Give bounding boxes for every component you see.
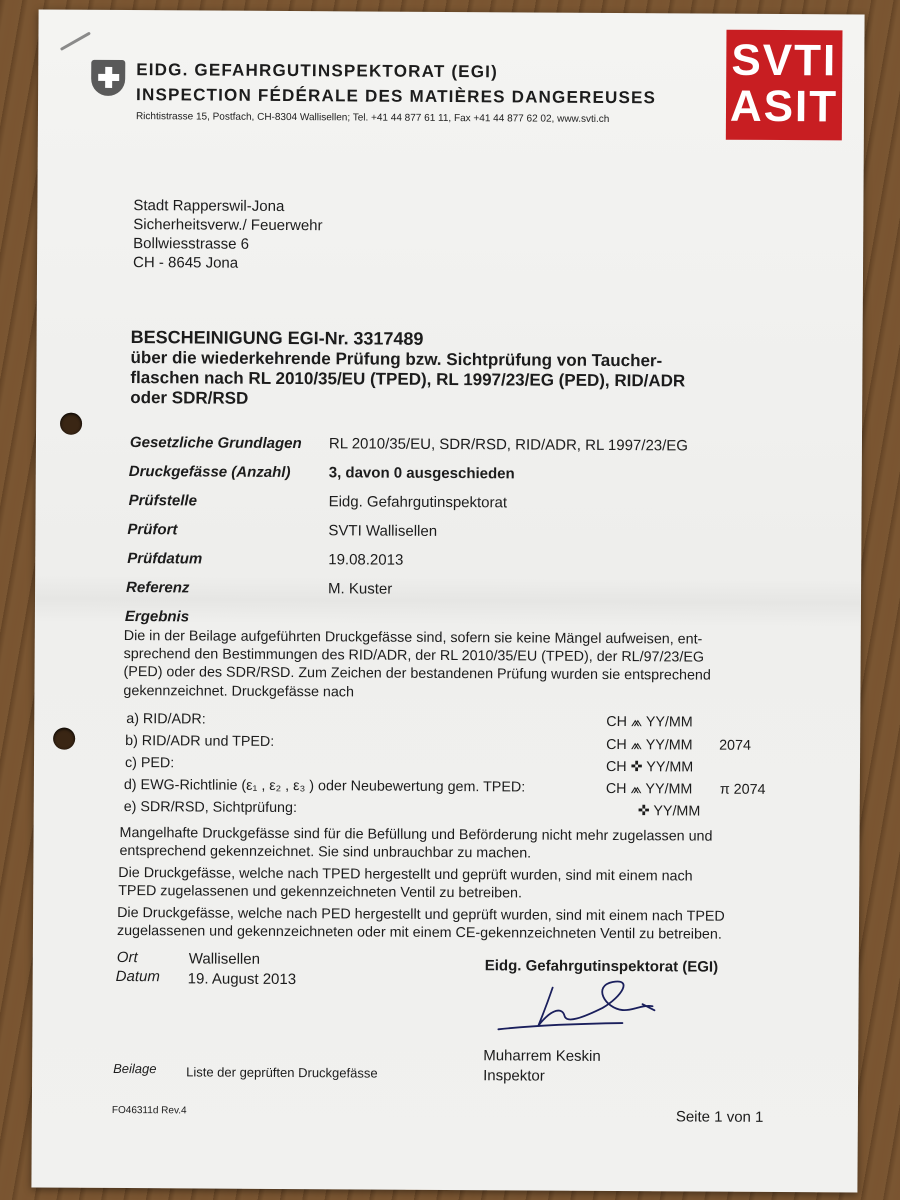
field-value-vessel-count: 3, davon 0 ausgeschieden — [328, 464, 515, 483]
punch-hole-bottom — [53, 728, 75, 750]
result-text — [123, 627, 813, 704]
signature-organization: Eidg. Gefahrgutinspektorat (EGI) — [484, 957, 719, 976]
field-value-test-date: 19.08.2013 — [328, 551, 404, 569]
field-label-reference: Referenz — [126, 579, 190, 597]
paragraph-line: Die Druckgefässe, welche nach TPED hergestellt und geprüft wurden, sind mit einem nach — [118, 864, 693, 885]
field-value-reference: M. Kuster — [328, 580, 393, 598]
title-line-4: oder SDR/RSD — [130, 388, 249, 408]
signatory-name: Muharrem Keskin — [483, 1047, 601, 1065]
field-value-legal-basis: RL 2010/35/EU, SDR/RSD, RID/ADR, RL 1997/23/EG — [328, 435, 689, 455]
marking-extra-b: 2074 — [719, 737, 751, 754]
svti-logo — [726, 30, 843, 141]
field-label-test-location: Prüfort — [127, 521, 178, 539]
certificate-title — [130, 327, 770, 412]
swiss-cross-icon — [91, 60, 125, 96]
place-label: Ort — [116, 948, 138, 967]
marking-item-c: c) PED: — [124, 755, 175, 772]
handwritten-signature — [492, 967, 672, 1038]
paragraph-tped — [118, 864, 818, 905]
recipient-line: CH - 8645 Jona — [133, 254, 239, 272]
enclosure-text: Liste der geprüften Druckgefässe — [186, 1064, 378, 1081]
signatory-role: Inspektor — [483, 1067, 545, 1085]
field-label-vessel-count: Druckgefässe (Anzahl) — [128, 463, 291, 482]
date-label: Datum — [115, 967, 160, 986]
recipient-line: Sicherheitsverw./ Feuerwehr — [133, 216, 323, 235]
marking-symbol-e: ✜ YY/MM — [637, 803, 701, 820]
recipient-line: Bollwiesstrasse 6 — [133, 235, 250, 253]
recipient-line: Stadt Rapperswil-Jona — [133, 197, 285, 215]
title-line-2: über die wiederkehrende Prüfung bzw. Sichtprüfung von Taucher- — [130, 348, 663, 371]
field-label-test-date: Prüfdatum — [127, 550, 203, 568]
result-line: Die in der Beilage aufgeführten Druckgefässe sind, sofern sie keine Mängel aufweisen, ent- — [123, 628, 703, 648]
paragraph-line: Die Druckgefässe, welche nach PED hergestellt und geprüft wurden, sind mit einem nach TPED — [117, 904, 725, 925]
page-number: Seite 1 von 1 — [675, 1108, 764, 1126]
marking-item-a: a) RID/ADR: — [126, 711, 206, 728]
result-label: Ergebnis — [124, 608, 190, 626]
field-label-legal-basis: Gesetzliche Grundlagen — [129, 434, 302, 453]
marking-symbol-a: CH ⩕ YY/MM — [606, 713, 693, 731]
marking-symbol-b: CH ⩕ YY/MM — [606, 736, 693, 754]
recipient-address — [133, 196, 323, 273]
enclosure-label: Beilage — [113, 1060, 157, 1077]
date-value: 19. August 2013 — [187, 970, 297, 989]
logo-top-text: SVTI — [731, 35, 838, 86]
result-line: (PED) oder des SDR/RSD. Zum Zeichen der bestandenen Prüfung wurden sie entsprechend — [123, 664, 711, 685]
certificate-number: 3317489 — [353, 328, 424, 349]
field-value-test-location: SVTI Wallisellen — [328, 522, 438, 540]
form-number: FO46311d Rev.4 — [111, 1104, 187, 1117]
marking-symbol-d: CH ⩕ YY/MM — [605, 780, 693, 798]
marking-symbol-c: CH ✜ YY/MM — [605, 758, 694, 776]
header-line-2: INSPECTION FÉDÉRALE DES MATIÈRES DANGEREUSES — [136, 85, 657, 108]
paragraph-defective — [119, 824, 819, 865]
result-line: gekennzeichnet. Druckgefässe nach — [123, 682, 354, 701]
paragraph-ped — [117, 904, 827, 945]
logo-bottom-text: ASIT — [729, 81, 839, 132]
field-value-test-station: Eidg. Gefahrgutinspektorat — [328, 493, 508, 512]
marking-item-d: d) EWG-Richtlinie (ε₁ , ε₂ , ε₃ ) oder Neubewertung gem. TPED: — [123, 777, 526, 796]
marking-item-e: e) SDR/RSD, Sichtprüfung: — [123, 799, 297, 817]
paragraph-line: Mangelhafte Druckgefässe sind für die Befüllung und Beförderung nicht mehr zugelassen und — [119, 824, 713, 845]
field-label-test-station: Prüfstelle — [128, 492, 198, 510]
header-line-1: EIDG. GEFAHRGUTINSPEKTORAT (EGI) — [136, 60, 499, 82]
marking-extra-d: π 2074 — [719, 781, 766, 798]
paragraph-line: zugelassenen und gekennzeichneten oder mit einem CE-gekennzeichneten Ventil zu betreiben. — [116, 923, 722, 943]
title-line-3: flaschen nach RL 2010/35/EU (TPED), RL 1997/23/EG (PED), RID/ADR — [130, 368, 686, 391]
paragraph-line: entsprechend gekennzeichnet. Sie sind unbrauchbar zu machen. — [119, 843, 532, 862]
title-label: BESCHEINIGUNG EGI-Nr. — [130, 327, 349, 349]
result-line: sprechend den Bestimmungen des RID/ADR, der RL 2010/35/EU (TPED), der RL/97/23/EG — [123, 646, 705, 666]
marking-item-b: b) RID/ADR und TPED: — [125, 733, 275, 750]
header-contact: Richtistrasse 15, Postfach, CH-8304 Wallisellen; Tel. +41 44 877 61 11, Fax +41 44 877 62 02, www.svti.ch — [135, 111, 610, 125]
certificate-document — [31, 9, 864, 1192]
paragraph-line: TPED zugelassenen und gekennzeichneten Ventil zu betreiben. — [118, 883, 523, 902]
punch-hole-top — [60, 413, 82, 435]
staple — [60, 32, 91, 51]
place-value: Wallisellen — [188, 950, 260, 968]
